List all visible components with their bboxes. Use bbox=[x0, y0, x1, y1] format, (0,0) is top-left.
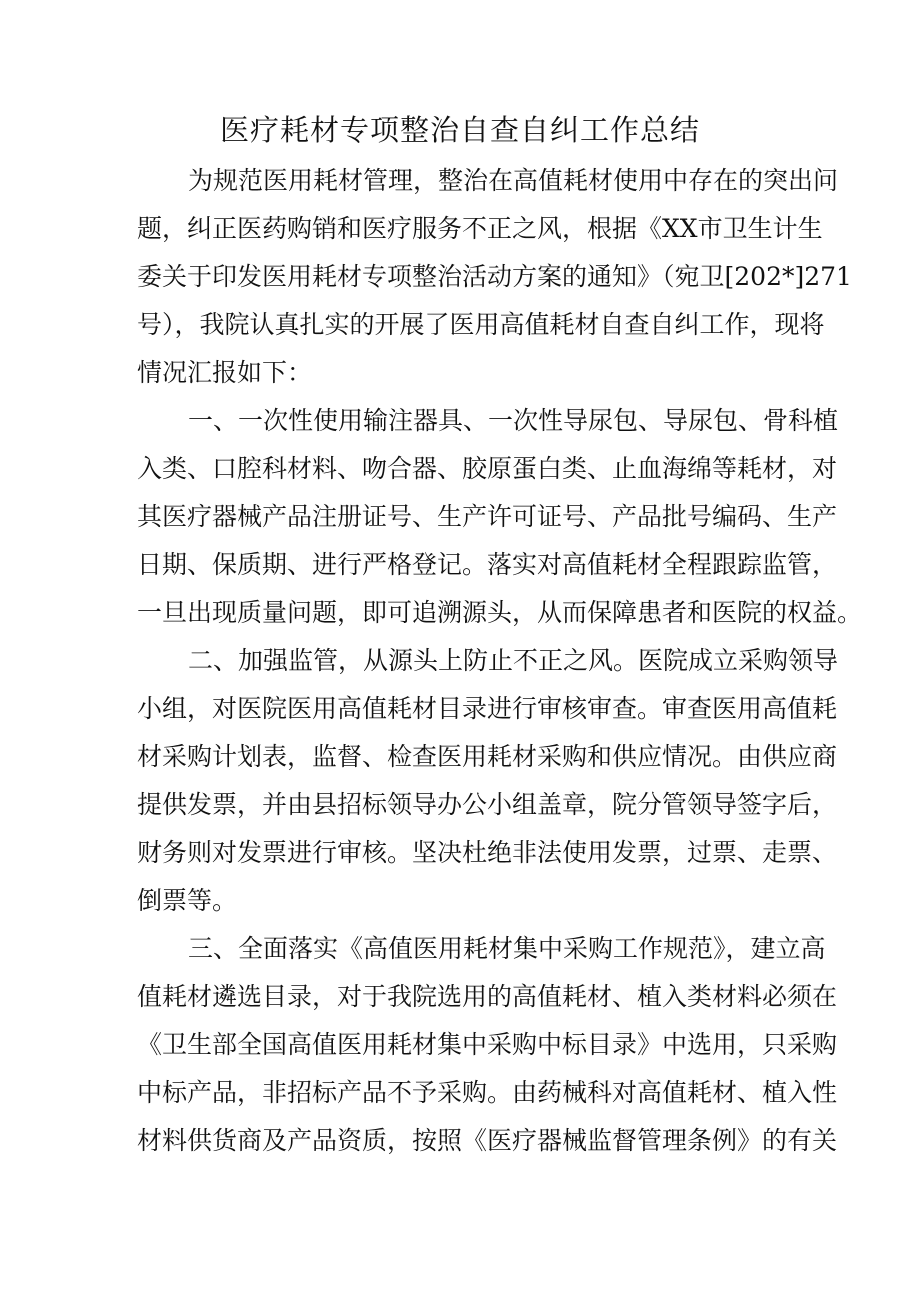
text-line: 入类、口腔科材料、吻合器、胶原蛋白类、止血海绵等耗材，对 bbox=[137, 454, 838, 483]
text-line: 小组，对医院医用高值耗材目录进行审核审查。审查医用高值耗 bbox=[137, 694, 838, 723]
text-line: 中标产品，非招标产品不予采购。由药械科对高值耗材、植入性 bbox=[137, 1078, 838, 1107]
text-line: 二、加强监管，从源头上防止不正之风。医院成立采购领导 bbox=[188, 646, 839, 675]
text-line: 其医疗器械产品注册证号、生产许可证号、产品批号编码、生产 bbox=[137, 502, 838, 531]
text-line: 为规范医用耗材管理，整治在高值耗材使用中存在的突出问 bbox=[188, 166, 839, 195]
text-line: 三、全面落实《高值医用耗材集中采购工作规范》，建立高 bbox=[188, 934, 826, 963]
text-line: 值耗材遴选目录，对于我院选用的高值耗材、植入类材料必须在 bbox=[137, 982, 838, 1011]
text-line: 日期、保质期、进行严格登记。落实对高值耗材全程跟踪监管， bbox=[137, 550, 838, 579]
text-line: 情况汇报如下： bbox=[137, 358, 313, 387]
text-line: 《卫生部全国高值医用耗材集中采购中标目录》中选用，只采购 bbox=[137, 1030, 838, 1059]
text-line: 财务则对发票进行审核。坚决杜绝非法使用发票，过票、走票、 bbox=[137, 838, 838, 867]
text-line: 号），我院认真扎实的开展了医用高值耗材自查自纠工作，现将 bbox=[137, 310, 825, 339]
text-line: 委关于印发医用耗材专项整治活动方案的通知》（宛卫[202*]271 bbox=[137, 262, 852, 291]
text-line: 提供发票，并由县招标领导办公小组盖章，院分管领导签字后， bbox=[137, 790, 838, 819]
text-line: 一旦出现质量问题，即可追溯源头，从而保障患者和医院的权益。 bbox=[137, 598, 863, 627]
document-title: 医疗耗材专项整治自查自纠工作总结 bbox=[219, 113, 700, 147]
text-line: 材料供货商及产品资质，按照《医疗器械监督管理条例》的有关 bbox=[137, 1126, 838, 1155]
text-line: 一、一次性使用输注器具、一次性导尿包、导尿包、骨科植 bbox=[188, 406, 839, 435]
text-line: 题，纠正医药购销和医疗服务不正之风，根据《XX市卫生计生 bbox=[137, 214, 823, 243]
text-line: 倒票等。 bbox=[137, 886, 238, 915]
text-line: 材采购计划表，监督、检查医用耗材采购和供应情况。由供应商 bbox=[137, 742, 838, 771]
